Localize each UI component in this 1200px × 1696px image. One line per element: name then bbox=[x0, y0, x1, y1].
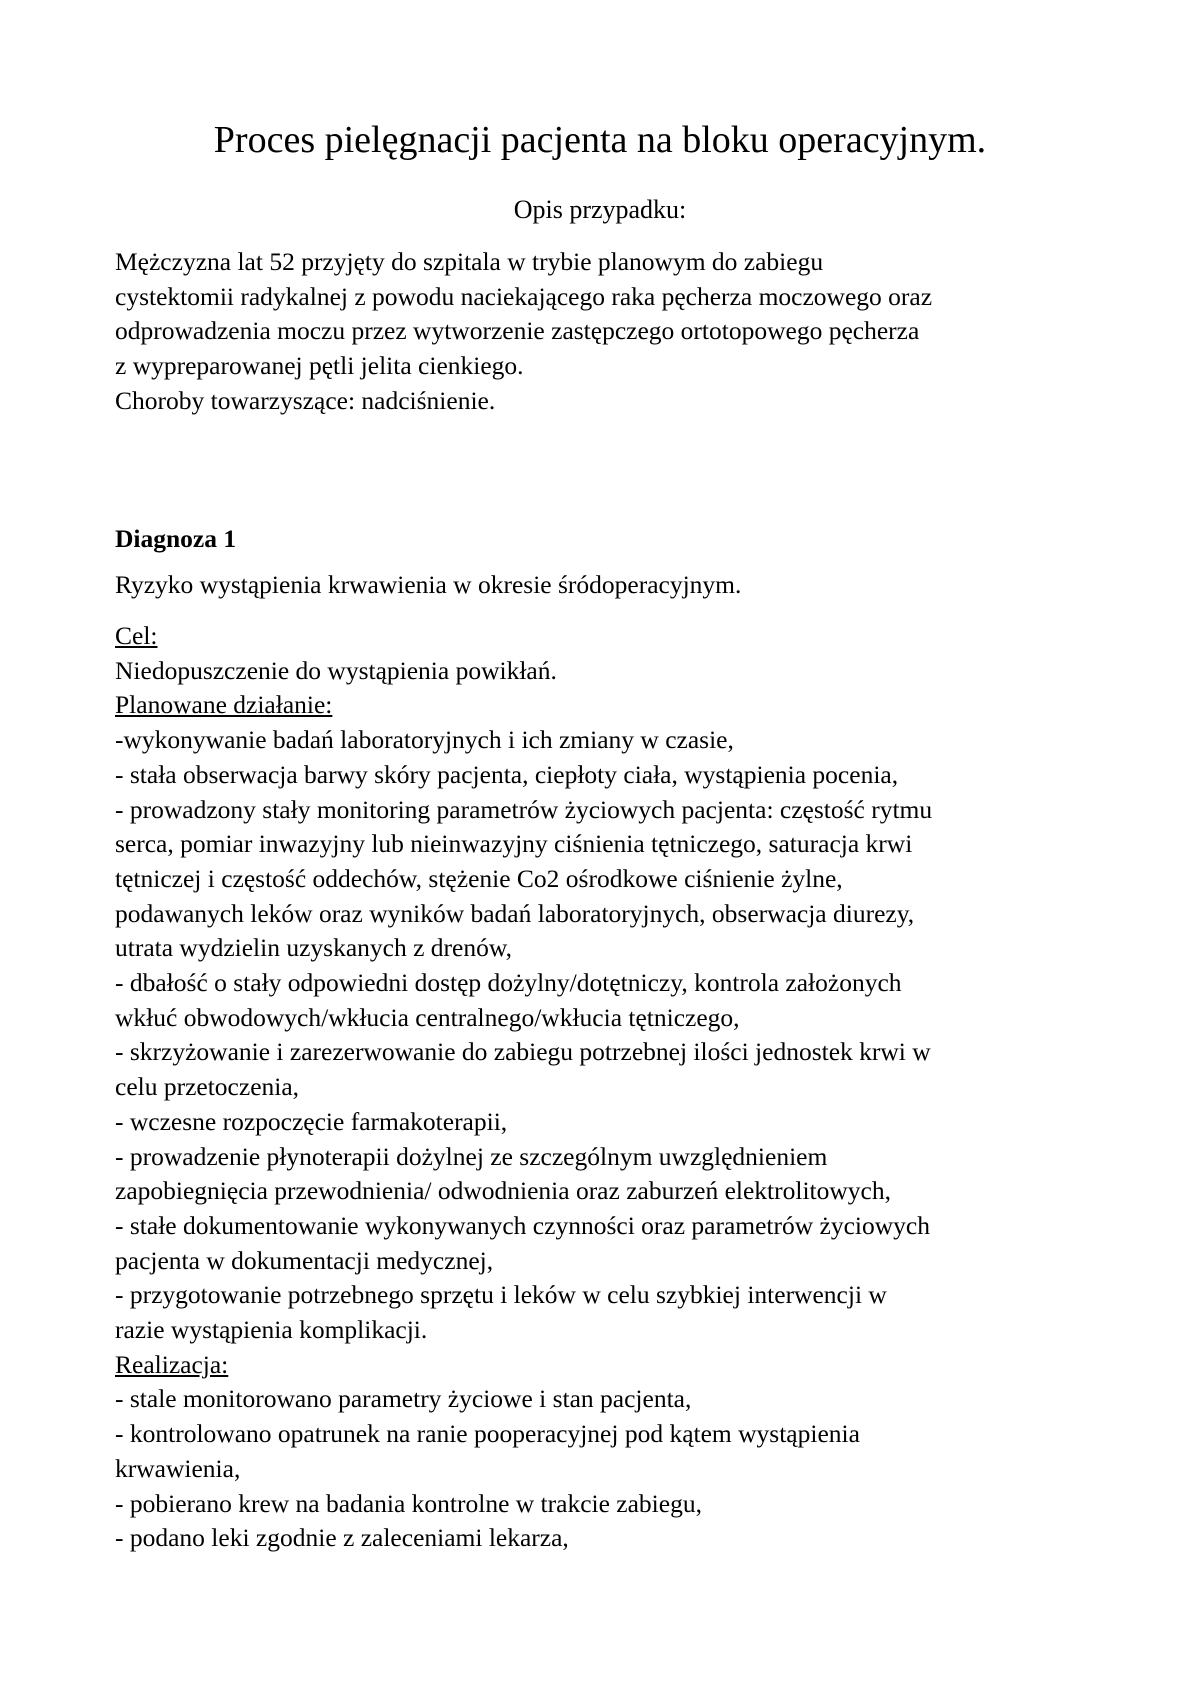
case-description bbox=[115, 245, 1115, 419]
diagnosis-text-block bbox=[115, 568, 1115, 603]
planned-action-line: - wczesne rozpoczęcie farmakoterapii, bbox=[115, 1106, 508, 1136]
realization-line: - kontrolowano opatrunek na ranie pooperacyjnej pod kątem wystąpienia bbox=[115, 1419, 860, 1449]
planned-action-line: serca, pomiar inwazyjny lub nieinwazyjny ciśnienia tętniczego, saturacja krwi bbox=[115, 829, 913, 859]
planned-action-line: zapobiegnięcia przewodnienia/ odwodnienia oraz zaburzeń elektrolitowych, bbox=[115, 1176, 891, 1206]
realization-line: - podano leki zgodnie z zaleceniami lekarza, bbox=[115, 1523, 569, 1553]
planned-action-line: pacjenta w dokumentacji medycznej, bbox=[115, 1245, 494, 1275]
planned-action-line: celu przetoczenia, bbox=[115, 1072, 300, 1102]
planned-action-line: - skrzyżowanie i zarezerwowanie do zabiegu potrzebnej ilości jednostek krwi w bbox=[115, 1037, 931, 1067]
planned-actions-label: Planowane działanie: bbox=[115, 690, 333, 720]
intro-line: z wypreparowanej pętli jelita cienkiego. bbox=[115, 351, 524, 381]
planned-action-line: - przygotowanie potrzebnego sprzętu i leków w celu szybkiej interwencji w bbox=[115, 1280, 887, 1310]
planned-action-line: - prowadzony stały monitoring parametrów życiowych pacjenta: częstość rytmu bbox=[115, 794, 933, 824]
planned-action-line: wkłuć obwodowych/wkłucia centralnego/wkłucia tętniczego, bbox=[115, 1002, 740, 1032]
realization-line: krwawienia, bbox=[115, 1453, 241, 1483]
realization-line: - pobierano krew na badania kontrolne w trakcie zabiegu, bbox=[115, 1488, 702, 1518]
planned-action-line: - stała obserwacja barwy skóry pacjenta, ciepłoty ciała, wystąpienia pocenia, bbox=[115, 759, 899, 789]
planned-action-line: - prowadzenie płynoterapii dożylnej ze szczególnym uwzględnieniem bbox=[115, 1141, 828, 1171]
planned-action-line: tętniczej i częstość oddechów, stężenie Co2 ośrodkowe ciśnienie żylne, bbox=[115, 863, 843, 893]
goal-text: Niedopuszczenie do wystąpienia powikłań. bbox=[115, 655, 557, 685]
planned-action-line: utrata wydzielin uzyskanych z drenów, bbox=[115, 933, 512, 963]
care-plan-section bbox=[115, 619, 1115, 1556]
planned-action-line: razie wystąpienia komplikacji. bbox=[115, 1315, 428, 1345]
case-description-heading: Opis przypadku: bbox=[513, 195, 687, 224]
diagnosis-text: Ryzyko wystąpienia krwawienia w okresie śródoperacyjnym. bbox=[115, 570, 742, 599]
document-title: Proces pielęgnacji pacjenta na bloku operacyjnym. bbox=[213, 119, 987, 161]
planned-action-line: podawanych leków oraz wyników badań laboratoryjnych, obserwacja diurezy, bbox=[115, 898, 915, 928]
realization-label: Realizacja: bbox=[115, 1349, 229, 1379]
planned-action-line: - dbałość o stały odpowiedni dostęp dożylny/dotętniczy, kontrola założonych bbox=[115, 968, 902, 998]
planned-action-line: - stałe dokumentowanie wykonywanych czynności oraz parametrów życiowych bbox=[115, 1210, 931, 1240]
intro-line: Choroby towarzyszące: nadciśnienie. bbox=[115, 385, 496, 415]
intro-line: Mężczyzna lat 52 przyjęty do szpitala w trybie planowym do zabiegu bbox=[115, 247, 824, 276]
intro-line: cystektomii radykalnej z powodu naciekającego raka pęcherza moczowego oraz bbox=[115, 281, 933, 311]
realization-line: - stale monitorowano parametry życiowe i stan pacjenta, bbox=[115, 1384, 692, 1414]
diagnosis-heading: Diagnoza 1 bbox=[115, 524, 237, 553]
planned-action-line: -wykonywanie badań laboratoryjnych i ich zmiany w czasie, bbox=[115, 725, 734, 755]
intro-line: odprowadzenia moczu przez wytworzenie zastępczego ortotopowego pęcherza bbox=[115, 316, 920, 346]
goal-label: Cel: bbox=[115, 621, 158, 650]
